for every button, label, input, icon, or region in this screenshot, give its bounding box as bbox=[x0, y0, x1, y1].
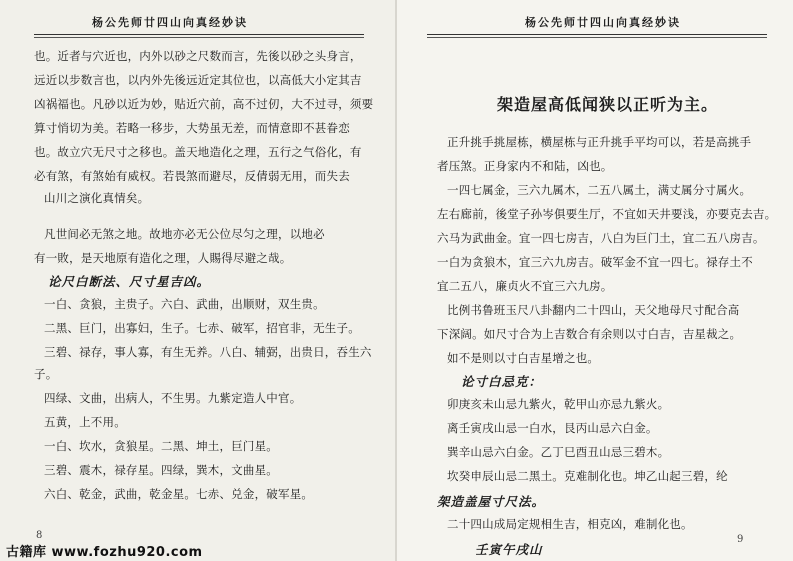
text-line: 山川之演化真情矣。 bbox=[44, 191, 150, 205]
text-line: 六白、乾金，武曲，乾金星。七赤、兑金，破军星。 bbox=[44, 487, 314, 501]
page-header: 杨公先师廿四山向真经妙诀 bbox=[525, 16, 681, 29]
text-line: 一白为贪狼木，宜三六九房吉。破军金不宜一四七。禄存土不 bbox=[437, 255, 753, 269]
header-rule bbox=[427, 34, 767, 38]
text-line: 一白、坎水，贪狼星。二黑、坤土，巨门星。 bbox=[44, 439, 278, 453]
right-page bbox=[397, 0, 793, 561]
text-line: 巽辛山忌六白金。乙丁巳酉丑山忌三碧木。 bbox=[447, 445, 670, 459]
text-line: 正升挑手挑屋栋，横屋栋与正升挑手平均可以，若是高挑手 bbox=[447, 135, 752, 149]
text-line: 卯庚亥未山忌九紫火，乾甲山亦忌九紫火。 bbox=[447, 397, 670, 411]
text-line: 算寸悄切为美。若略一移步，大势虽无差，而情意即不甚眷恋 bbox=[34, 121, 350, 135]
text-line: 三碧、禄存，事人寡，有生无养。八白、辅弼，出贵日，吞生六 bbox=[44, 345, 372, 359]
text-line: 二十四山成局定规相生吉，相克凶，难制化也。 bbox=[447, 517, 693, 531]
section-heading: 论尺白断法、尺寸星吉凶。 bbox=[48, 274, 211, 289]
text-line: 四绿、文曲，出病人，不生男。九紫定造人中官。 bbox=[44, 391, 302, 405]
text-line: 必有煞，有煞始有威权。若畏煞而避尽，反倩弱无用，而失去 bbox=[34, 169, 350, 183]
text-line: 三碧、震木，禄存星。四绿，巽木，文曲星。 bbox=[44, 463, 278, 477]
text-line: 五黄，上不用。 bbox=[44, 415, 126, 429]
text-line: 下深阔。如尺寸合为上吉数合有余则以寸白吉，吉星裁之。 bbox=[437, 327, 742, 341]
text-line: 六马为武曲金。宜一四七房吉，八白为巨门土，宜二五八房吉。 bbox=[437, 231, 765, 245]
page-number-left: 8 bbox=[36, 530, 43, 541]
text-line: 比例书鲁班玉尺八卦翻内二十四山，天父地母尺寸配合高 bbox=[447, 303, 740, 317]
section-heading: 架造盖屋寸尺法。 bbox=[437, 494, 546, 509]
text-line: 宜二五八，廉贞火不宜三六九房。 bbox=[437, 279, 613, 293]
text-line: 也。故立穴无尺寸之移也。盖天地造化之理，五行之气俗化，有 bbox=[34, 145, 362, 159]
page-header: 杨公先师廿四山向真经妙诀 bbox=[92, 16, 248, 29]
text-line: 如不是则以寸白吉星增之也。 bbox=[447, 351, 600, 365]
text-line: 二黑、巨门，出寡妇，生子。七赤、破军，招官非，无生子。 bbox=[44, 321, 360, 335]
section-heading: 壬寅午戌山 bbox=[475, 542, 543, 557]
text-line: 一四七属金，三六九属木，二五八属土，满丈属分寸属火。 bbox=[447, 183, 752, 197]
text-line: 有一敗，是天地原有造化之理，人賜得尽避之哉。 bbox=[34, 251, 292, 265]
text-line: 一白、贪狼，主贵子。六白、武曲，出顺财，双生贵。 bbox=[44, 297, 325, 311]
header-rule bbox=[34, 34, 364, 38]
text-line: 也。近者与穴近也，内外以砂之尺数而言，先後以砂之头身言， bbox=[34, 49, 362, 63]
page-number-right: 9 bbox=[737, 534, 744, 545]
text-line: 凶祸福也。凡砂以近为妙，贴近穴前，高不过仞，大不过寻，须要 bbox=[34, 97, 374, 111]
text-line: 凡世间必无煞之地。故地亦必无公位尽匀之理，以地必 bbox=[44, 227, 325, 241]
section-title: 架造屋高低闻狭以正听为主。 bbox=[497, 95, 719, 114]
text-line: 左右廊前，後堂子孙岑俱要生厅，不宜如天井要浅，亦要克去吉。 bbox=[437, 207, 777, 221]
text-line: 坎癸申辰山忌二黑土。克难制化也。坤乙山起三碧，纶 bbox=[447, 469, 728, 483]
text-line: 子。 bbox=[34, 367, 58, 381]
section-heading: 论寸白忌克： bbox=[461, 374, 543, 389]
text-line: 离壬寅戌山忌一白水，艮丙山忌六白金。 bbox=[447, 421, 658, 435]
text-line: 远近以步数言也，以内外先後远近定其位也，以高低大小定其吉 bbox=[34, 73, 362, 87]
left-page bbox=[0, 0, 396, 561]
text-line: 者压煞。正身家内不和陆，凶也。 bbox=[437, 159, 613, 173]
site-watermark[interactable]: 古籍库 www.fozhu920.com bbox=[6, 545, 203, 560]
